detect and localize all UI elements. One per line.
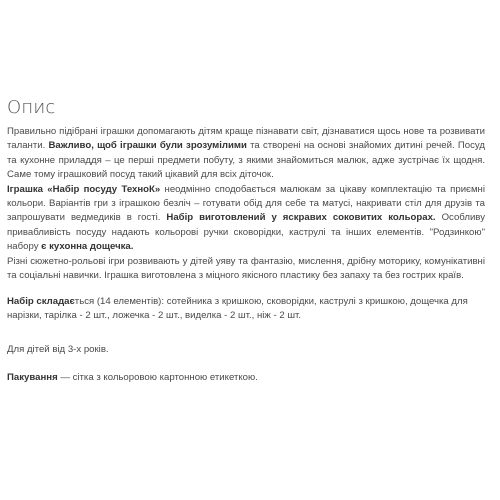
set-contents-label: Набір складає (7, 296, 75, 307)
p2-text-d: Особливу привабливість посуду надають кольорові ручки сковорідки, каструлі та інших елементів. "Родзинкою" набору (7, 212, 485, 253)
description-paragraph-2 (7, 183, 485, 255)
description-paragraph-3: Різні сюжетно-рольові ігри розвивають у дітей уяву та фантазію, мислення, дрібну моторику, комунікативні та соціальні навички. Іграшка виготовлена з міцного якісного пластику без запаху та без гострих країв. (7, 255, 485, 282)
description-paragraph-1 (7, 125, 485, 183)
p1-text-c: та створені на основі знайомих дитині речей. Посуд та кухонне приладдя – це перші предмети побуту, з якими знайомиться малюк, адже зустрічає їх щодня. Саме тому іграшковий посуд такий цікавий для всіх діточок. (7, 140, 485, 181)
p2-bold-colors: Набір виготовлений у яскравих соковитих кольорах. (166, 212, 436, 224)
p2-bold-product-name: Іграшка «Набір посуду ТехноК» (7, 183, 161, 195)
age-recommendation: Для дітей від 3-х років. (7, 344, 109, 355)
set-contents (7, 295, 485, 324)
p1-text-a: Правильно підібрані іграшки допомагають дітям краще пізнавати світ, дізнаватися щось нове та розвивати таланти. (7, 126, 485, 152)
packaging-info (7, 372, 258, 383)
p2-bold-cutting-board: є кухонна дощечка. (41, 241, 134, 253)
p2-text-b: неодмінно сподобається малюкам за цікаву комплектацію та приємні кольори. Варіантів гри з іграшкою безліч – готувати обід для себе та матусі, накривати стіл для друзів та запрошувати ведмедиків в гості. (7, 183, 485, 224)
p1-bold: Важливо, щоб іграшки були зрозумілими (48, 140, 247, 152)
packaging-label: Пакування (7, 372, 58, 383)
description-text (7, 125, 485, 283)
set-contents-text: ться (14 елементів): сотейника з кришкою, сковорідки, каструлі з кришкою, дощечка для нарізки, тарілка - 2 шт., ложечка - 2 шт., виделка - 2 шт., ніж - 2 шт. (7, 296, 468, 322)
packaging-text: — сітка з кольоровою картонною етикеткою. (57, 372, 258, 383)
section-title: Опис (7, 97, 56, 118)
